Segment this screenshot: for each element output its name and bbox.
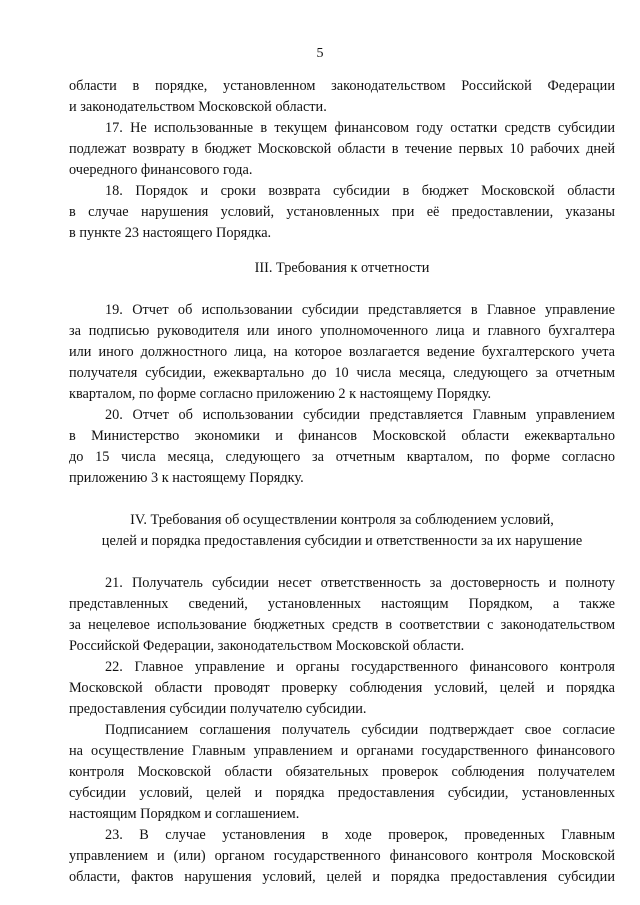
text-line: подлежат возврату в бюджет Московской области в течение первых 10 рабочих дней (69, 141, 615, 157)
heading-line: целей и порядка предоставления субсидии и ответственности за их нарушение (101, 533, 583, 549)
text-line: получателя субсидии, ежеквартально до 10 числа месяца, следующего за отчетным (69, 365, 615, 381)
text-line: очередного финансового года. (69, 162, 253, 178)
text-line: области в порядке, установленном законодательством Российской Федерации (69, 78, 615, 94)
text-line: Российской Федерации, законодательством Московской области. (69, 638, 465, 654)
text-line: представленных сведений, установленных настоящим Порядком, а также (69, 596, 615, 612)
text-line: 21. Получатель субсидии несет ответственность за достоверность и полноту (105, 575, 615, 591)
text-line: предоставления субсидии получателю субсидии. (69, 701, 367, 717)
text-line: и законодательством Московской области. (69, 99, 327, 115)
heading-line: III. Требования к отчетности (254, 260, 430, 276)
text-line: области, фактов нарушения условий, целей и порядка предоставления субсидии (69, 869, 615, 885)
text-line: Московской области проводят проверку соблюдения условий, целей и порядка (69, 680, 615, 696)
section-heading-iv (69, 510, 615, 552)
text-line: за нецелевое использование бюджетных средств в соответствии с законодательством (69, 617, 615, 633)
text-line: настоящим Порядком и соглашением. (69, 806, 300, 822)
document-body (69, 76, 615, 888)
section-heading-iii (69, 258, 615, 279)
text-line: 17. Не использованные в текущем финансовом году остатки средств субсидии (105, 120, 615, 136)
text-line: 18. Порядок и сроки возврата субсидии в бюджет Московской области (105, 183, 615, 199)
text-line: кварталом, по форме согласно приложению 2 к настоящему Порядку. (69, 386, 492, 402)
text-line: или иного должностного лица, на которое возлагается ведение бухгалтерского учета (69, 344, 615, 360)
text-line: 23. В случае установления в ходе проверок, проведенных Главным (105, 827, 615, 843)
text-line: контроля Московской области обязательных проверок соблюдения получателем (69, 764, 615, 780)
text-line: 20. Отчет об использовании субсидии представляется Главным управлением (105, 407, 615, 423)
text-line: в Министерство экономики и финансов Московской области ежеквартально (69, 428, 615, 444)
text-line: 22. Главное управление и органы государственного финансового контроля (105, 659, 615, 675)
page-number: 5 (316, 46, 324, 61)
text-line: субсидии условий, целей и порядка предоставления субсидии, установленных (69, 785, 615, 801)
paragraph-21 (69, 573, 615, 657)
text-line: до 15 числа месяца, следующего за отчетным кварталом, по форме согласно (69, 449, 615, 465)
text-line: приложению 3 к настоящему Порядку. (69, 470, 304, 486)
paragraph-22-agreement (69, 720, 615, 825)
paragraph-20 (69, 405, 615, 489)
text-line: в пункте 23 настоящего Порядка. (69, 225, 272, 241)
paragraph-18 (69, 181, 615, 244)
text-line: на осуществление Главным управлением и органами государственного финансового (69, 743, 615, 759)
text-line: Подписанием соглашения получатель субсидии подтверждает свое согласие (105, 722, 615, 738)
paragraph-17 (69, 118, 615, 181)
text-line: 19. Отчет об использовании субсидии представляется в Главное управление (105, 302, 615, 318)
text-line: в случае нарушения условий, установленных при её предоставлении, указаны (69, 204, 615, 220)
text-line: за подписью руководителя или иного уполномоченного лица и главного бухгалтера (69, 323, 615, 339)
paragraph-19 (69, 300, 615, 405)
paragraph-23 (69, 825, 615, 888)
heading-line: IV. Требования об осуществлении контроля за соблюдением условий, (130, 512, 554, 528)
paragraph-22 (69, 657, 615, 720)
paragraph-16-continuation (69, 76, 615, 118)
text-line: управлением и (или) органом государственного финансового контроля Московской (69, 848, 615, 864)
